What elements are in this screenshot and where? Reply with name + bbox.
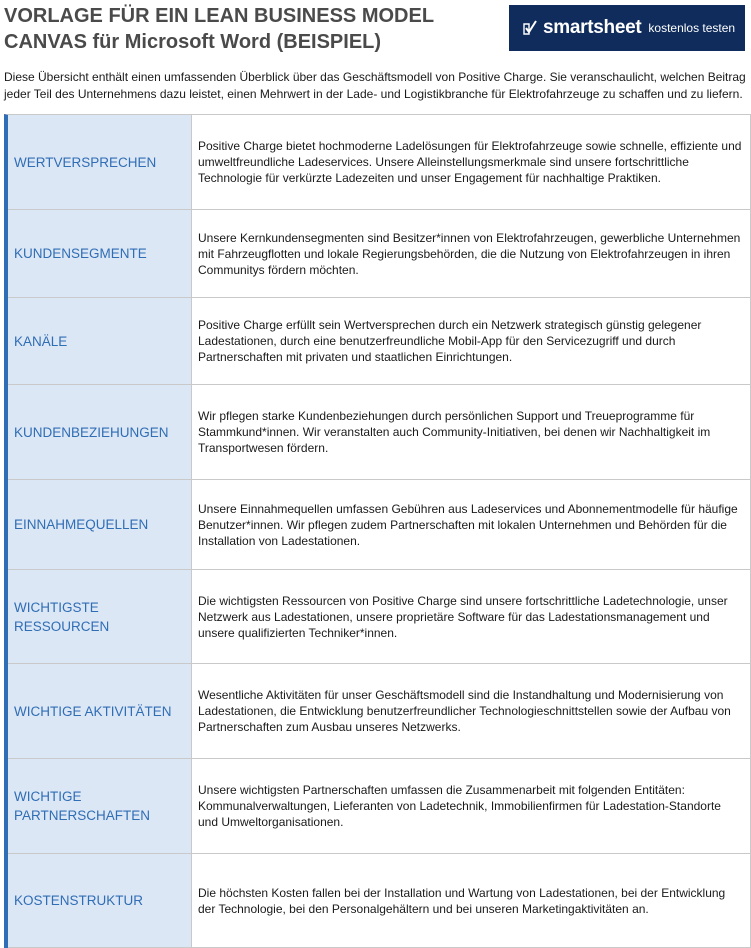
row-content: Unsere Einnahmequellen umfassen Gebühren aus Ladeservices und Abonnementmodelle für häufige Benutzer*innen. Wir pflegen zudem Partnerschaften mit lokalen Unternehmen und Behörden für die Installation von Ladestationen. [198, 501, 738, 548]
canvas-row [8, 385, 751, 480]
canvas-row [8, 664, 751, 759]
row-label-cell [8, 664, 192, 758]
canvas-row [8, 759, 751, 854]
row-label: KUNDENSEGMENTE [14, 246, 147, 261]
row-label-cell [8, 759, 192, 853]
row-content-cell [192, 210, 750, 297]
title-line-2: CANVAS für Microsoft Word (BEISPIEL) [4, 31, 382, 53]
canvas-row [8, 115, 751, 210]
row-content-cell [192, 480, 750, 569]
canvas-row [8, 298, 751, 385]
smartsheet-logo-icon [523, 20, 537, 36]
row-label-cell [8, 298, 192, 384]
row-content: Unsere Kernkundensegmenten sind Besitzer*innen von Elektrofahrzeugen, gewerbliche Unternehmen mit Fahrzeugflotten und lokale Regierungsbehörden, die die Nutzung von Elektrofahrzeugen in ihren Communitys fördern möchten. [198, 230, 741, 277]
row-content: Wesentliche Aktivitäten für unser Geschäftsmodell sind die Instandhaltung und Modernisierung von Ladestationen, die Entwicklung benutzerfreundlicher Technologieschnittstellen sowie der Aufbau von Partnerschaften zum Ausbau unseres Netzwerks. [198, 688, 731, 734]
canvas-row [8, 854, 751, 948]
canvas-row [8, 210, 751, 298]
row-label-cell [8, 854, 192, 947]
row-content: Positive Charge bietet hochmoderne Ladelösungen für Elektrofahrzeuge sowie schnelle, effiziente und umweltfreundliche Ladeservices. Unsere Alleinstellungsmerkmale sind unsere fortschrittliche Technologie für verkürzte Ladezeiten und unser Engagement für nachhaltige Praktiken. [198, 139, 742, 185]
row-label: KUNDENBEZIEHUNGEN [14, 424, 169, 440]
canvas-row [8, 570, 751, 664]
row-label: WICHTIGSTE RESSOURCEN [14, 599, 110, 634]
trial-link[interactable]: kostenlos testen [648, 21, 736, 35]
canvas-row [8, 480, 751, 570]
document-header [4, 3, 504, 55]
row-content: Wir pflegen starke Kundenbeziehungen durch persönlichen Support und Treueprogramme für Stammkund*innen. Wir veranstalten auch Community-Initiativen, bei denen wir Nachhaltigkeit im Transportwesen fördern. [198, 409, 711, 455]
row-label-cell [8, 210, 192, 297]
row-content-cell [192, 298, 750, 384]
row-label: WICHTIGE AKTIVITÄTEN [14, 703, 172, 719]
row-label-cell [8, 570, 192, 663]
title-line-1: VORLAGE FÜR EIN LEAN BUSINESS MODEL [4, 5, 435, 27]
row-content-cell [192, 115, 750, 209]
row-content-cell [192, 759, 750, 853]
row-content: Positive Charge erfüllt sein Wertversprechen durch ein Netzwerk strategisch günstig gelegener Ladestationen, durch eine benutzerfreundliche Mobil-App für den Servicezugriff und durch Partnerschaften mit privaten und staatlichen Einrichtungen. [198, 318, 702, 364]
row-content-cell [192, 570, 750, 663]
row-label: WERTVERSPRECHEN [14, 154, 157, 170]
row-content-cell [192, 664, 750, 758]
row-content-cell [192, 385, 750, 479]
row-content: Unsere wichtigsten Partnerschaften umfassen die Zusammenarbeit mit folgenden Entitäten: Kommunalverwaltungen, Lieferanten von Ladetechnik, Immobilienfirmen für Ladestation-Standorte und Umweltorganisationen. [198, 783, 721, 829]
row-label: EINNAHMEQUELLEN [14, 517, 149, 532]
brand-name: smartsheet [543, 17, 642, 38]
row-label: WICHTIGE PARTNERSCHAFTEN [14, 789, 151, 823]
row-content: Die höchsten Kosten fallen bei der Installation und Wartung von Ladestationen, bei der Entwicklung der Technologie, bei den Personalgehältern und bei unseren Marketingaktivitäten an. [198, 885, 726, 916]
smartsheet-trial-banner[interactable] [509, 5, 745, 51]
row-content: Die wichtigsten Ressourcen von Positive Charge sind unsere fortschrittliche Ladetechnologie, unser Netzwerk aus Ladestationen, unsere proprietäre Software für das Ladestationsmanagement und unsere qualifizierten Techniker*innen. [198, 593, 728, 640]
row-label-cell [8, 385, 192, 479]
row-content-cell [192, 854, 750, 947]
row-label: KOSTENSTRUKTUR [14, 893, 144, 908]
intro-paragraph: Diese Übersicht enthält einen umfassenden Überblick über das Geschäftsmodell von Positive Charge. Sie veranschaulicht, welchen Beitrag jeder Teil des Unternehmens dazu leistet, einen Mehrwert in der Lade- und Logistikbranche für Elektrofahrzeuge zu schaffen und zu liefern. [4, 70, 746, 101]
business-model-canvas [4, 114, 751, 948]
row-label-cell [8, 115, 192, 209]
row-label-cell [8, 480, 192, 569]
row-label: KANÄLE [14, 333, 68, 349]
page-title [4, 3, 504, 55]
